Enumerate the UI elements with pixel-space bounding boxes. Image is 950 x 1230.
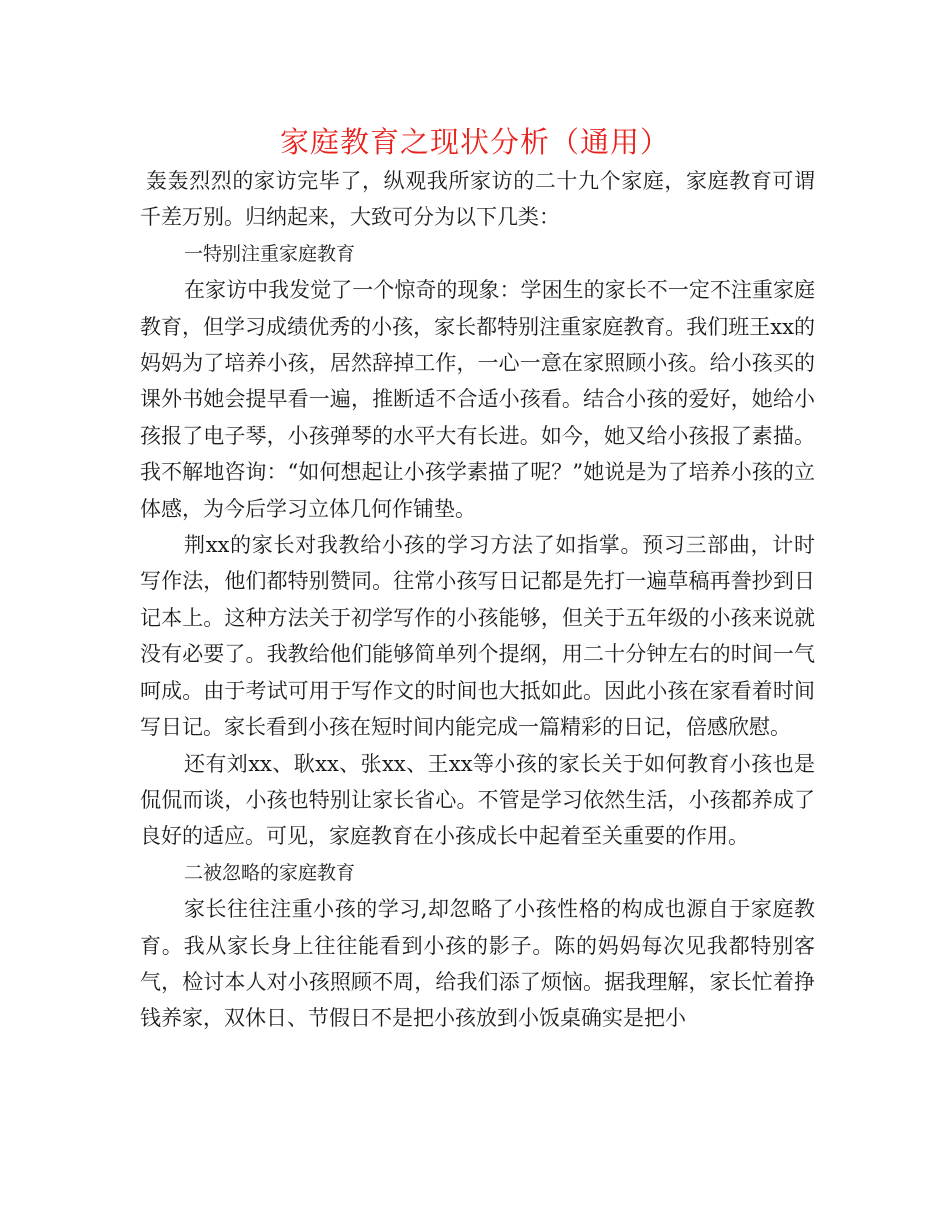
document-title: 家庭教育之现状分析（通用） [279, 125, 670, 159]
body-paragraph-2: 荆xx的家长对我教给小孩的学习方法了如指掌。预习三部曲，计时写作法，他们都特别赞同。往常小孩写日记都是先打一遍草稿再誊抄到日记本上。这种方法关于初学写作的小孩能够，但关于五年级的小孩来说就没有必要了。我教给他们能够简单列个提纲，用二十分钟左右的时间一气呵成。由于考试可用于写作文的时间也大抵如此。因此小孩在家看着时间写日记。家长看到小孩在短时间内能完成一篇精彩的日记，倍感欣慰。 [140, 533, 815, 740]
intro-paragraph: 轰轰烈烈的家访完毕了，纵观我所家访的二十九个家庭，家庭教育可谓千差万别。归纳起来，大致可分为以下几类： [140, 169, 815, 230]
section-heading-1: 一特别注重家庭教育 [184, 242, 356, 265]
document-body [140, 163, 815, 1037]
section-heading-2: 二被忽略的家庭教育 [184, 861, 356, 884]
body-paragraph-3: 还有刘xx、耿xx、张xx、王xx等小孩的家长关于如何教育小孩也是侃侃而谈，小孩也特别让家长省心。不管是学习依然生活，小孩都养成了良好的适应。可见，家庭教育在小孩成长中起着至关重要的作用。 [140, 751, 815, 849]
body-paragraph-1: 在家访中我发觉了一个惊奇的现象：学困生的家长不一定不注重家庭教育，但学习成绩优秀的小孩，家长都特别注重家庭教育。我们班王xx的妈妈为了培养小孩，居然辞掉工作，一心一意在家照顾小孩。给小孩买的课外书她会提早看一遍，推断适不合适小孩看。结合小孩的爱好，她给小孩报了电子琴，小孩弹琴的水平大有长进。如今，她又给小孩报了素描。我不解地咨询：“如何想起让小孩学素描了呢？”她说是为了培养小孩的立体感，为今后学习立体几何作铺垫。 [140, 278, 815, 521]
body-paragraph-4: 家长往往注重小孩的学习,却忽略了小孩性格的构成也源自于家庭教育。我从家长身上往往能看到小孩的影子。陈的妈妈每次见我都特别客气，检讨本人对小孩照顾不周，给我们添了烦恼。据我理解，家长忙着挣钱养家，双休日、节假日不是把小孩放到小饭桌确实是把小 [140, 897, 815, 1031]
